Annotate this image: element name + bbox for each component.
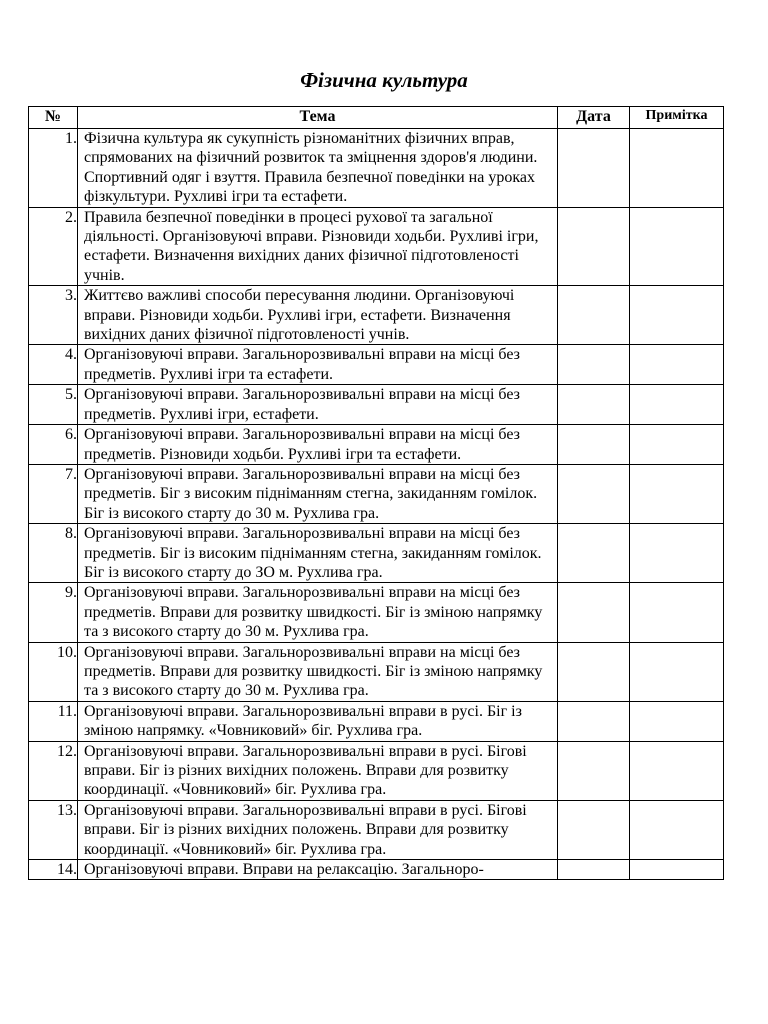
- row-number: 9.: [29, 583, 78, 642]
- row-number: 10.: [29, 642, 78, 701]
- row-topic: Організовуючі вправи. Загальнорозвивальні вправи в русі. Бігові вправи. Біг із різних вихідних положень. Вправи для розвитку координації. «Човниковий» біг. Рухлива гра.: [78, 741, 558, 800]
- row-topic: Організовуючі вправи. Загальнорозвивальні вправи в русі. Біг із зміною напрямку. «Човниковий» біг. Рухлива гра.: [78, 701, 558, 741]
- row-topic: Організовуючі вправи. Загальнорозвивальні вправи на місці без предметів. Біг із високим підніманням стегна, закиданням гомілок. Біг із високого старту до ЗО м. Рухлива гра.: [78, 524, 558, 583]
- table-row: [29, 464, 724, 523]
- table-row: [29, 860, 724, 880]
- row-date-cell: [558, 701, 630, 741]
- row-note-cell: [630, 286, 724, 345]
- lesson-plan-table: [28, 106, 724, 880]
- row-note-cell: [630, 464, 724, 523]
- row-date-cell: [558, 860, 630, 880]
- row-note-cell: [630, 345, 724, 385]
- document-title: Фізична культура: [300, 68, 468, 92]
- row-number: 8.: [29, 524, 78, 583]
- row-date-cell: [558, 207, 630, 286]
- row-topic: Життєво важливі способи пересування людини. Організовуючі вправи. Різновиди ходьби. Рухливі ігри, естафети. Визначення вихідних даних фізичної підготовленості учнів.: [78, 286, 558, 345]
- row-date-cell: [558, 385, 630, 425]
- table-row: [29, 524, 724, 583]
- row-note-cell: [630, 800, 724, 859]
- row-date-cell: [558, 741, 630, 800]
- row-date-cell: [558, 129, 630, 208]
- header-number: №: [29, 107, 78, 129]
- header-note: Примітка: [630, 107, 724, 129]
- row-note-cell: [630, 701, 724, 741]
- table-body: [29, 129, 724, 880]
- table-row: [29, 425, 724, 465]
- table-row: [29, 741, 724, 800]
- table-row: [29, 642, 724, 701]
- row-topic: Організовуючі вправи. Загальнорозвивальні вправи на місці без предметів. Вправи для розвитку швидкості. Біг із зміною напрямку та з високого старту до 30 м. Рухлива гра.: [78, 583, 558, 642]
- table-header-row: [29, 107, 724, 129]
- row-date-cell: [558, 524, 630, 583]
- table-row: [29, 129, 724, 208]
- row-topic: Фізична культура як сукупність різноманітних фізичних вправ, спрямованих на фізичний розвиток та зміцнення здоров'я людини. Спортивний одяг і взуття. Правила безпечної поведінки на уроках фізкультури. Рухливі ігри та естафети.: [78, 129, 558, 208]
- row-topic: Організовуючі вправи. Загальнорозвивальні вправи в русі. Бігові вправи. Біг із різних вихідних положень. Вправи для розвитку координації. «Човниковий» біг. Рухлива гра.: [78, 800, 558, 859]
- row-date-cell: [558, 286, 630, 345]
- row-note-cell: [630, 642, 724, 701]
- row-date-cell: [558, 642, 630, 701]
- row-topic: Організовуючі вправи. Вправи на релаксацію. Загальноро-: [78, 860, 558, 880]
- row-date-cell: [558, 800, 630, 859]
- row-number: 14.: [29, 860, 78, 880]
- header-topic: Тема: [78, 107, 558, 129]
- row-topic: Організовуючі вправи. Загальнорозвивальні вправи на місці без предметів. Вправи для розвитку швидкості. Біг із зміною напрямку та з високого старту до 30 м. Рухлива гра.: [78, 642, 558, 701]
- row-date-cell: [558, 583, 630, 642]
- row-note-cell: [630, 207, 724, 286]
- table-row: [29, 286, 724, 345]
- row-number: 1.: [29, 129, 78, 208]
- table-row: [29, 345, 724, 385]
- table-row: [29, 385, 724, 425]
- row-note-cell: [630, 524, 724, 583]
- row-number: 4.: [29, 345, 78, 385]
- row-number: 12.: [29, 741, 78, 800]
- row-topic: Організовуючі вправи. Загальнорозвивальні вправи на місці без предметів. Біг з високим підніманням стегна, закиданням гомілок. Біг із високого старту до 30 м. Рухлива гра.: [78, 464, 558, 523]
- row-topic: Організовуючі вправи. Загальнорозвивальні вправи на місці без предметів. Рухливі ігри, естафети.: [78, 385, 558, 425]
- table-row: [29, 583, 724, 642]
- row-note-cell: [630, 741, 724, 800]
- row-number: 2.: [29, 207, 78, 286]
- row-note-cell: [630, 425, 724, 465]
- row-date-cell: [558, 464, 630, 523]
- table-row: [29, 701, 724, 741]
- row-number: 6.: [29, 425, 78, 465]
- row-number: 13.: [29, 800, 78, 859]
- header-date: Дата: [558, 107, 630, 129]
- row-note-cell: [630, 129, 724, 208]
- row-date-cell: [558, 425, 630, 465]
- row-topic: Правила безпечної поведінки в процесі рухової та загальної діяльності. Організовуючі вправи. Різновиди ходьби. Рухливі ігри, естафети. Визначення вихідних даних фізичної підготовленості учнів.: [78, 207, 558, 286]
- row-note-cell: [630, 385, 724, 425]
- row-note-cell: [630, 583, 724, 642]
- row-number: 3.: [29, 286, 78, 345]
- row-note-cell: [630, 860, 724, 880]
- row-number: 5.: [29, 385, 78, 425]
- row-topic: Організовуючі вправи. Загальнорозвивальні вправи на місці без предметів. Рухливі ігри та естафети.: [78, 345, 558, 385]
- row-number: 7.: [29, 464, 78, 523]
- table-row: [29, 800, 724, 859]
- table-row: [29, 207, 724, 286]
- row-date-cell: [558, 345, 630, 385]
- row-number: 11.: [29, 701, 78, 741]
- row-topic: Організовуючі вправи. Загальнорозвивальні вправи на місці без предметів. Різновиди ходьби. Рухливі ігри та естафети.: [78, 425, 558, 465]
